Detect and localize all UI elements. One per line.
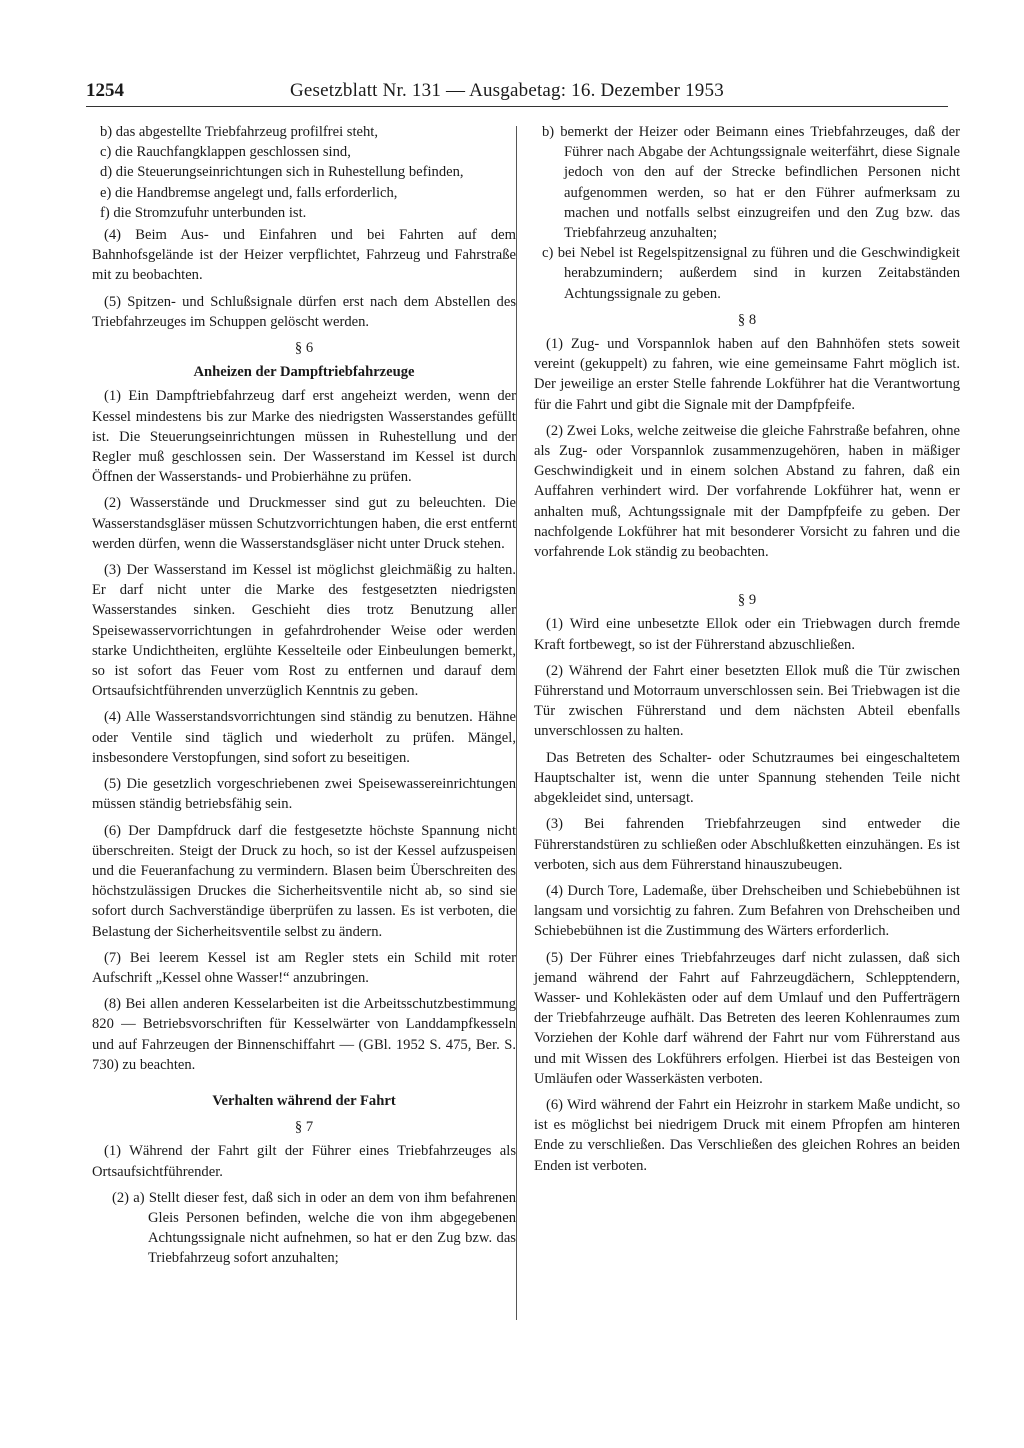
paragraph: (1) Während der Fahrt gilt der Führer eines Triebfahrzeuges als Ortsaufsichtführender. — [92, 1143, 516, 1180]
paragraph: (1) Wird eine unbesetzte Ellok oder ein Triebwagen durch fremde Kraft fortbewegt, so ist der Führerstand abzuschließen. — [534, 616, 960, 653]
paragraph: (7) Bei leerem Kessel ist am Regler stets ein Schild mit roter Aufschrift „Kessel ohne Wasser!“ anzubringen. — [92, 949, 516, 986]
spacer — [92, 1081, 516, 1091]
sub-item: (2) a) Stellt dieser fest, daß sich in oder an dem von ihm befahrenen Gleis Personen befinden, welche die von ihm abgegebenen Achtungssignale nicht aufnehmen, so hat er den Zug bzw. das Triebfahrzeug sofort anzuhalten; — [112, 1189, 516, 1267]
sub-item: b) bemerkt der Heizer oder Beimann eines Triebfahrzeuges, daß der Führer nach Abgabe der Achtungssignale weiterfährt, diese Signale jedoch von den auf der Strecke befindlichen Personen nicht aufgenommen werden, so hat er den Führer aufmerksam zu machen und notfalls selbst einzugreifen und den Zug bzw. das Triebfahrzeug anzuhalten; — [542, 124, 960, 242]
paragraph: (1) Ein Dampftriebfahrzeug darf erst angeheizt werden, wenn der Kessel mindestens bis zur Marke des niedrigsten Wasserstandes gefüllt ist. Die Steuerungseinrichtungen müssen in Ruhestellung und der Regler muß geschlossen sein. Der Wasserstand im Kessel ist durch Öffnen der Wasserstands- und Probierhähne zu prüfen. — [92, 388, 516, 486]
paragraph: (3) Der Wasserstand im Kessel ist möglichst gleichmäßig zu halten. Er darf nicht unter die Marke des festgesetzten niedrigsten Wasserstandes sinken. Geschieht dies trotz Benutzung aller Speisewasservorrichtungen in gefahrdrohender Weise oder werden starke Undichtheiten, erglühte Kesselteile oder Einbeulungen bemerkt, so ist sofort das Feuer vom Rost zu entfernen und darauf dem Ortsaufsichtführenden unverzüglich Kenntnis zu geben. — [92, 562, 516, 700]
paragraph: (4) Durch Tore, Lademaße, über Drehscheiben und Schiebebühnen ist langsam und vorsichtig zu fahren. Zum Befahren von Drehscheiben und Schiebebühnen ist die Zustimmung des Wärters erforderlich. — [534, 882, 960, 940]
paragraph: (5) Spitzen- und Schlußsignale dürfen erst nach dem Abstellen des Triebfahrzeuges im Schuppen gelöscht werden. — [92, 293, 516, 330]
spacer — [534, 568, 960, 584]
header-title: Gesetzblatt Nr. 131 — Ausgabetag: 16. Dezember 1953 — [290, 80, 724, 101]
section-heading: Verhalten während der Fahrt — [212, 1092, 396, 1109]
page-number: 1254 — [86, 80, 124, 101]
paragraph: (2) Wasserstände und Druckmesser sind gut zu beleuchten. Die Wasserstandsgläser müssen Schutzvorrichtungen haben, die erst entfernt werden dürfen, wenn die Wasserstandsgläser nicht unter Druck stehen. — [92, 495, 516, 552]
list-item: f) die Stromzufuhr unterbunden ist. — [100, 204, 307, 221]
list-item: b) das abgestellte Triebfahrzeug profilfrei steht, — [100, 124, 379, 140]
paragraph: (6) Der Dampfdruck darf die festgesetzte höchste Spannung nicht überschreiten. Steigt der Druck zu hoch, so ist der Kessel aufzuspeisen und die Feueranfachung zu vermindern. Blasen beim Überschreiten des höchstzulässigen Druckes die Sicherheitsventile nicht ab, so sind sie sofort durch Sachverständige überprüfen zu lassen. Es ist verboten, die Belastung der Sicherheitsventile selbst zu ändern. — [92, 822, 516, 940]
section-number: § 8 — [737, 311, 757, 328]
section-number: § 9 — [737, 592, 757, 609]
paragraph: (3) Bei fahrenden Triebfahrzeugen sind entweder die Führerstandstüren zu schließen oder Abschlußketten einzuhängen. Es ist verboten, sich aus dem Führerstand hinauszubeugen. — [534, 816, 960, 873]
sub-item: c) bei Nebel ist Regelspitzensignal zu führen und die Geschwindigkeit herabzumindern; außerdem sind in kurzen Zeitabständen Achtungssignale zu geben. — [542, 245, 960, 302]
list-item: c) die Rauchfangklappen geschlossen sind, — [100, 144, 351, 161]
paragraph: (5) Der Führer eines Triebfahrzeuges darf nicht zulassen, daß sich jemand während der Fahrt auf Fahrzeugdächern, Schlepptendern, Wasser- und Kohlekästen oder auf dem Umlauf und den Pufferträgern der Triebfahrzeuge aufhält. Das Betreten des leeren Kohlenraumes zum Vorziehen der Kohle darf während der Fahrt nur vom Führerstand aus und mit Wissen des Lokführers erfolgen. Hierbei ist das Besteigen von Umläufen oder Wasserkästen verboten. — [534, 949, 960, 1087]
paragraph: (2) Zwei Loks, welche zeitweise die gleiche Fahrstraße befahren, ohne als Zug- oder Vorspannlok zusammenzugehören, haben in mäßiger Geschwindigkeit und in einem solchen Abstand zu fahren, daß ein Auffahren verhindert wird. Der vorfahrende Lokführer hat, wenn er anhalten muß, Achtungssignale mit der Dampfpfeife zu geben. Der nachfolgende Lokführer hat mit besonderer Vorsicht zu fahren und die vorfahrende Lok ständig zu beobachten. — [534, 422, 960, 561]
column-divider — [516, 126, 517, 1320]
paragraph: (8) Bei allen anderen Kesselarbeiten ist die Arbeitsschutzbestimmung 820 — Betriebsvorschriften für Kesselwärter von Landdampfkesseln und auf Fahrzeugen der Binnenschiffahrt — (GBl. 1952 S. 475, Ber. S. 730) zu beachten. — [92, 996, 516, 1073]
right-column — [534, 122, 960, 1182]
paragraph: (6) Wird während der Fahrt ein Heizrohr in starkem Maße undicht, so ist es möglichst bei niedrigem Druck mit einem Pfropfen am hinteren Ende zu verschließen. Das Verschließen des gleichen Rohres an beiden Enden ist verboten. — [534, 1096, 960, 1174]
section-number: § 6 — [294, 340, 314, 357]
paragraph: (2) Während der Fahrt einer besetzten Ellok muß die Tür zwischen Führerstand und Motorraum unverschlossen sein. Bei Triebwagen ist die Tür zwischen Führerstand und dem nächsten Abteil ebenfalls unverschlossen zu halten. — [534, 662, 960, 740]
section-heading: Anheizen der Dampftriebfahrzeuge — [193, 364, 415, 381]
left-column — [92, 122, 516, 1271]
paragraph: (4) Alle Wasserstandsvorrichtungen sind ständig zu benutzen. Hähne oder Ventile sind täglich und wiederholt zu prüfen. Mängel, insbesondere Verstopfungen, sind sofort zu beseitigen. — [92, 709, 516, 766]
list-item: d) die Steuerungseinrichtungen sich in Ruhestellung befinden, — [100, 164, 464, 181]
paragraph: (4) Beim Aus- und Einfahren und bei Fahrten auf dem Bahnhofsgelände ist der Heizer verpflichtet, Fahrzeug und Fahrstraße mit zu beobachten. — [92, 227, 516, 284]
list-item: e) die Handbremse angelegt und, falls erforderlich, — [100, 184, 398, 201]
page-header — [86, 80, 948, 107]
paragraph: (5) Die gesetzlich vorgeschriebenen zwei Speisewassereinrichtungen müssen ständig betriebsfähig sein. — [92, 776, 516, 813]
paragraph: (1) Zug- und Vorspannlok haben auf den Bahnhöfen stets soweit vereint (gekuppelt) zu fahren, wie eine gemeinsame Fahrt möglich ist. Der jeweilige an erster Stelle fahrende Lokführer hat die Verantwortung für die Fahrt und gibt die Signale mit der Dampfpfeife. — [534, 336, 960, 413]
section-number: § 7 — [294, 1119, 314, 1136]
paragraph: Das Betreten des Schalter- oder Schutzraumes bei eingeschaltetem Hauptschalter ist, wenn die unter Spannung stehenden Teile nicht abgekleidet sind, untersagt. — [534, 749, 960, 807]
